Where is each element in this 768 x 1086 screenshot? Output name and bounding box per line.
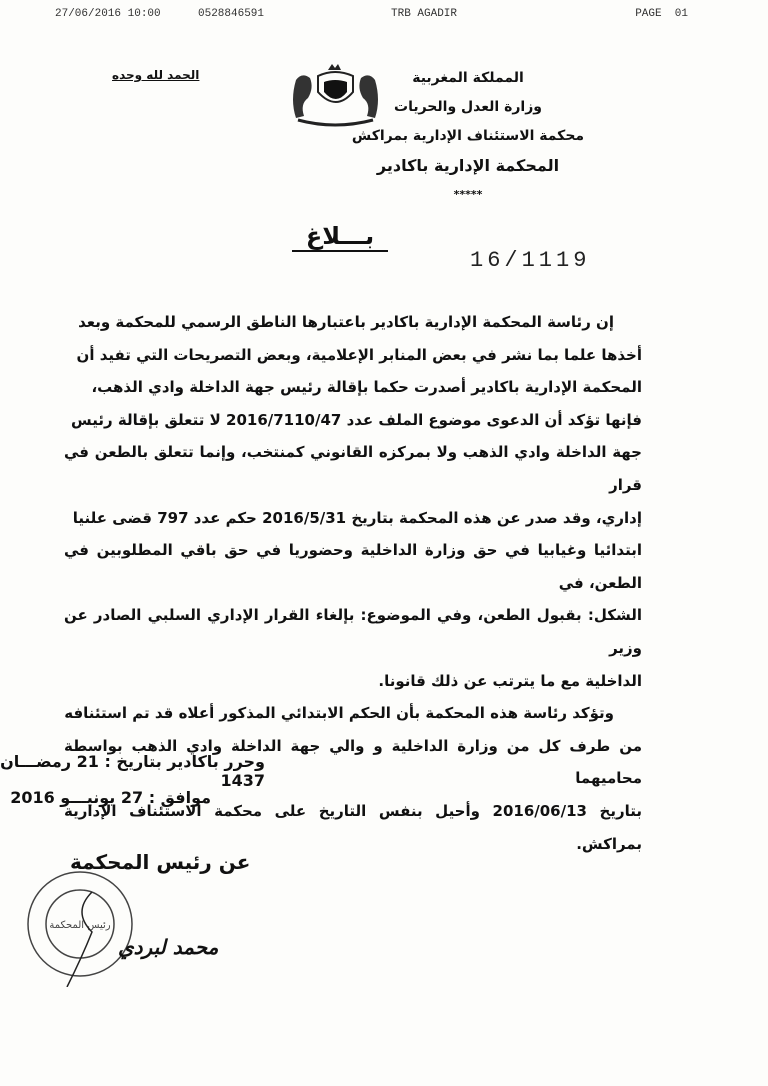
document-title: بـــلاغ: [292, 222, 388, 252]
signatory-name: محمد لبردي: [118, 935, 219, 959]
body-line: ابتدائيا وغيابيا في حق وزارة الداخلية وحضوريا في حق باقي المطلوبين في الطعن، في: [64, 541, 642, 592]
letterhead-line: محكمة الاستئناف الإدارية بمراكش: [351, 128, 585, 144]
fax-phone: 0528846591: [198, 8, 265, 20]
letterhead-line: المملكة المغربية: [412, 70, 524, 86]
fax-page: PAGE 01: [635, 8, 688, 20]
body-line: من طرف كل من وزارة الداخلية و والي جهة الداخلة وادي الذهب بواسطة محاميهما: [64, 736, 642, 788]
fax-datetime: 27/06/2016 10:00: [55, 8, 161, 20]
hijri-date: وحرر باكادير بتاريخ : 21 رمضـــان 1437: [0, 752, 265, 790]
body-line: بتاريخ 2016/06/13 وأحيل بنفس التاريخ على محكمة الاستئناف الإدارية بمراكش.: [64, 801, 642, 853]
body-line: جهة الداخلة وادي الذهب ولا بمركزه القانوني كمنتخب، وإنما تتعلق بالطعن في قرار: [64, 443, 642, 494]
body-line: الداخلية مع ما يترتب عن ذلك قانونا.: [378, 671, 642, 690]
letterhead-line: المحكمة الإدارية باكادير: [376, 156, 560, 175]
stamp-text: رئيس المحكمة: [49, 920, 111, 931]
body-line: المحكمة الإدارية باكادير أصدرت حكما بإقالة رئيس جهة الداخلة وادي الذهب،: [91, 378, 642, 397]
body-line: وتؤكد رئاسة هذه المحكمة بأن الحكم الابتدائي المذكور أعلاه قد تم استئنافه: [64, 704, 614, 723]
coat-of-arms-icon: [288, 62, 383, 128]
invocation: الحمد لله وحده: [112, 68, 200, 82]
body-line: الشكل: بقبول الطعن، وفي الموضوع: بإلغاء القرار الإداري السلبي الصادر عن وزير: [64, 606, 642, 657]
body-line: إن رئاسة المحكمة الإدارية باكادير باعتبارها الناطق الرسمي للمحكمة وبعد: [78, 313, 614, 331]
fax-sender: TRB AGADIR: [391, 8, 458, 20]
gregorian-date: موافق : 27 يونيـــو 2016: [10, 788, 211, 807]
letterhead-line: وزارة العدل والحريات: [394, 99, 542, 115]
body-line: أخذها علما بما نشر في بعض المنابر الإعلامية، وبعض التصريحات التي تفيد أن: [76, 345, 642, 364]
reference-number: 16/1119: [470, 248, 591, 273]
court-stamp-icon: [22, 862, 142, 987]
body-line: إداري، وقد صدر عن هذه المحكمة بتاريخ 2016/5/31 حكم عدد 797 قضى علنيا: [72, 508, 642, 527]
body-line: فإنها تؤكد أن الدعوى موضوع الملف عدد 2016/7110/47 لا تتعلق بإقالة رئيس: [71, 410, 642, 429]
letterhead-stars: *****: [453, 188, 483, 201]
on-behalf-label: عن رئيس المحكمة: [70, 850, 251, 874]
